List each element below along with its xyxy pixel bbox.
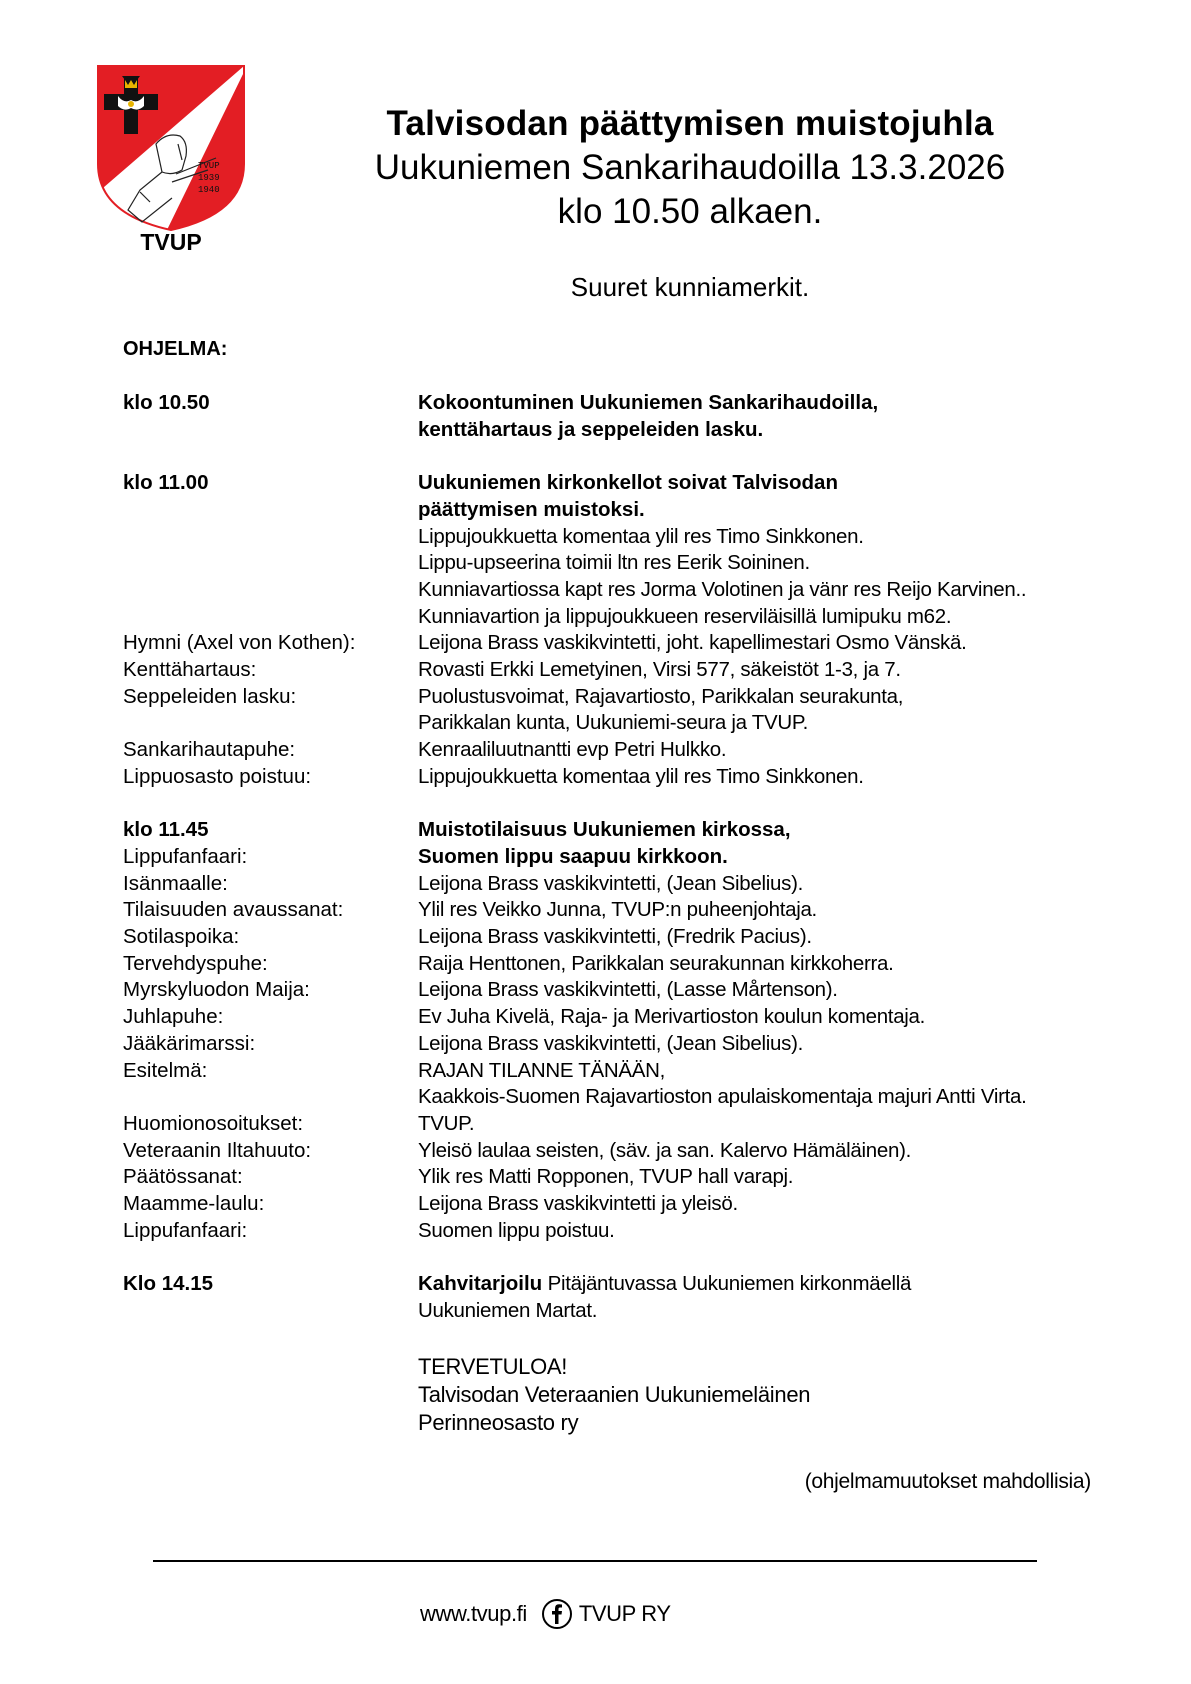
header [340,102,1040,234]
row-label: Tervehdyspuhe: [123,951,268,975]
program-row [123,1218,1123,1245]
program-row [123,977,1123,1004]
footer [420,1598,671,1630]
row-value: Suomen lippu poistuu. [418,1218,615,1242]
row-value [418,1271,911,1298]
facebook-icon [541,1598,573,1630]
program-row [123,577,1123,604]
program-row [123,417,1123,444]
section-time: klo 11.45 [123,818,209,842]
row-value: Parikkalan kunta, Uukuniemi-seura ja TVUP. [418,711,809,735]
row-label: Myrskyluodon Maija: [123,978,310,1002]
program-row [123,470,1123,497]
row-label [123,604,418,631]
website-link[interactable]: www.tvup.fi [420,1601,527,1626]
row-value: Lippujoukkuetta komentaa ylil res Timo Sinkkonen. [418,764,864,788]
program-row [123,1111,1123,1138]
row-label: Veteraanin Iltahuuto: [123,1138,312,1162]
program-row [123,1004,1123,1031]
row-label: Isänmaalle: [123,871,228,895]
program-row [123,1271,1123,1298]
start-time: klo 10.50 alkaen. [557,192,823,231]
row-label [123,497,418,524]
program-row [123,737,1123,764]
row-value: Raija Henttonen, Parikkalan seurakunnan kirkkoherra. [418,951,894,975]
row-label: Huomionosoitukset: [123,1111,304,1135]
svg-text:1940: 1940 [198,185,220,195]
row-value: Kenraaliluutnantti evp Petri Hulkko. [418,738,727,762]
program-row [123,844,1123,871]
row-value: Leijona Brass vaskikvintetti ja yleisö. [418,1192,738,1216]
row-label [123,524,418,551]
row-value: Kaakkois-Suomen Rajavartioston apulaiskomentaja majuri Antti Virta. [418,1085,1027,1109]
row-label: Esitelmä: [123,1058,208,1082]
row-value: Leijona Brass vaskikvintetti, (Fredrik Pacius). [418,925,812,949]
program-row [123,764,1123,791]
program-row [123,630,1123,657]
row-label [123,1084,418,1111]
section-time: klo 10.50 [123,391,210,414]
program-schedule [123,390,1123,1325]
row-value: Leijona Brass vaskikvintetti, (Lasse Mårtenson). [418,978,838,1002]
row-value: Muistotilaisuus Uukuniemen kirkossa, [418,818,791,842]
row-value: Uukuniemen Martat. [418,1298,598,1322]
program-section [123,1271,1123,1324]
logo-caption: TVUP [140,229,202,255]
program-section [123,470,1123,790]
row-value: Ylil res Veikko Junna, TVUP:n puheenjohtaja. [418,898,817,922]
row-value: Leijona Brass vaskikvintetti, (Jean Sibelius). [418,871,803,895]
coffee-location: Pitäjäntuvassa Uukuniemen kirkonmäellä [542,1272,912,1296]
program-row [123,817,1123,844]
row-value: Lippu-upseerina toimii ltn res Eerik Soininen. [418,551,810,575]
facebook-page-name[interactable]: TVUP RY [578,1601,671,1626]
row-label [123,1298,418,1325]
row-label: Seppeleiden lasku: [123,684,297,708]
row-label: Päätössanat: [123,1165,243,1189]
row-value: kenttähartaus ja seppeleiden lasku. [418,417,764,441]
program-row [123,1191,1123,1218]
subtitle: Suuret kunniamerkit. [570,272,810,302]
row-label: Maamme-laulu: [123,1192,265,1216]
svg-text:1939: 1939 [198,173,220,183]
row-value: Leijona Brass vaskikvintetti, (Jean Sibelius). [418,1031,803,1055]
closing-block [418,1353,810,1437]
row-label: Lippufanfaari: [123,844,248,868]
row-value: Yleisö laulaa seisten, (säv. ja san. Kalervo Hämäläinen). [418,1138,911,1162]
tvup-logo [96,64,246,232]
row-label [123,550,418,577]
row-label: Sotilaspoika: [123,925,240,949]
row-value: päättymisen muistoksi. [418,497,645,521]
program-row [123,550,1123,577]
row-value: Kunniavartiossa kapt res Jorma Volotinen ja vänr res Reijo Karvinen.. [418,577,1027,601]
program-row [123,1298,1123,1325]
row-label: Kenttähartaus: [123,658,257,682]
program-row [123,710,1123,737]
program-row [123,1031,1123,1058]
row-value: Puolustusvoimat, Rajavartiosto, Parikkalan seurakunta, [418,684,904,708]
row-label [123,710,418,737]
organization-line-2: Perinneosasto ry [418,1410,579,1435]
row-value: Kunniavartion ja lippujoukkueen reserviläisillä lumipuku m62. [418,604,952,628]
section-time: Klo 14.15 [123,1272,214,1296]
program-row [123,1164,1123,1191]
program-row [123,524,1123,551]
row-value: RAJAN TILANNE TÄNÄÄN, [418,1058,665,1082]
program-row [123,497,1123,524]
row-label: Hymni (Axel von Kothen): [123,631,356,655]
footer-divider [153,1560,1037,1562]
tvup-shield-emblem [96,64,246,232]
page-title: Talvisodan päättymisen muistojuhla [386,104,994,143]
row-label: Juhlapuhe: [123,1005,224,1029]
row-value: Uukuniemen kirkonkellot soivat Talvisodan [418,471,838,495]
row-label: Jääkärimarssi: [123,1031,256,1055]
program-row [123,1058,1123,1085]
row-label: Lippuosasto poistuu: [123,764,312,788]
program-row [123,684,1123,711]
program-row [123,604,1123,631]
row-value: Ylik res Matti Ropponen, TVUP hall varapj. [418,1165,794,1189]
row-label: Sankarihautapuhe: [123,738,296,762]
program-row [123,1084,1123,1111]
program-section [123,390,1123,443]
welcome-text: TERVETULOA! [418,1354,568,1379]
program-row [123,951,1123,978]
location-date: Uukuniemen Sankarihaudoilla 13.3.2026 [374,148,1006,187]
program-row [123,390,1123,417]
row-label [123,417,418,444]
program-section [123,817,1123,1244]
program-row [123,657,1123,684]
changes-note: (ohjelmamuutokset mahdollisia) [804,1470,1091,1493]
program-row [123,1138,1123,1165]
row-value: Suomen lippu saapuu kirkkoon. [418,844,728,868]
row-label: Lippufanfaari: [123,1218,248,1242]
organization-line-1: Talvisodan Veteraanien Uukuniemeläinen [418,1382,811,1407]
coffee-heading: Kahvitarjoilu [418,1272,543,1296]
row-value: Kokoontuminen Uukuniemen Sankarihaudoilla, [418,391,879,414]
row-value: Leijona Brass vaskikvintetti, joht. kapellimestari Osmo Vänskä. [418,631,967,655]
row-label: Tilaisuuden avaussanat: [123,898,344,922]
row-value: Rovasti Erkki Lemetyinen, Virsi 577, säkeistöt 1-3, ja 7. [418,658,901,682]
program-row [123,897,1123,924]
program-row [123,871,1123,898]
program-row [123,924,1123,951]
program-heading: OHJELMA: [123,338,228,360]
row-value: Lippujoukkuetta komentaa ylil res Timo Sinkkonen. [418,524,864,548]
svg-text:TVUP: TVUP [198,161,220,171]
section-time: klo 11.00 [123,471,209,495]
row-value: TVUP. [418,1111,475,1135]
row-value: Ev Juha Kivelä, Raja- ja Merivartioston koulun komentaja. [418,1005,926,1029]
row-label [123,577,418,604]
